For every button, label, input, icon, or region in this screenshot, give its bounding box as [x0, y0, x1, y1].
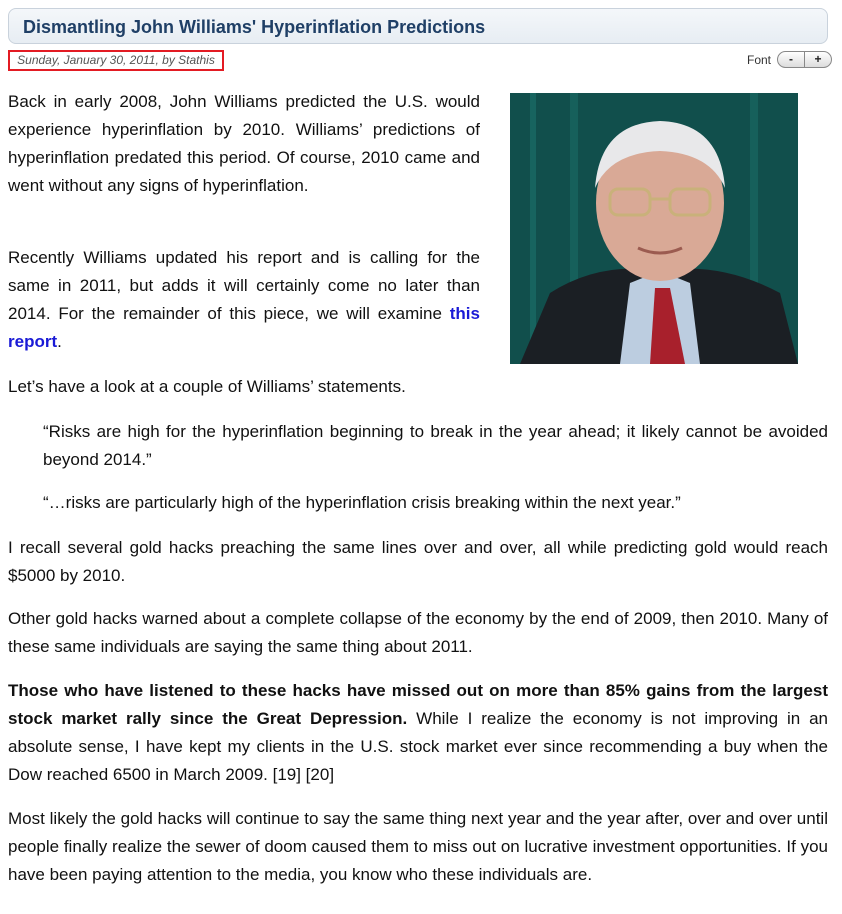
paragraph-intro: Back in early 2008, John Williams predicted the U.S. would experience hyperinflation by 2010. Williams’ predictions of hyperinflation predated this period. Of course, 2010 came and went without any signs of hyperinflation.: [8, 92, 480, 195]
paragraph-update: [8, 244, 480, 356]
article-title: Dismantling John Williams' Hyperinflation Predictions: [23, 17, 486, 37]
article-title-bar: [8, 8, 828, 44]
quote-first: “Risks are high for the hyperinflation beginning to break in the year ahead; it likely cannot be avoided beyond 2014.”: [43, 422, 828, 469]
paragraph-listened-text: While I realize the economy is not improving in an absolute sense, I have kept my clients in the U.S. stock market ever since recommending a buy when the Dow reached 6500 in March 2009. [19] [20]: [8, 709, 828, 784]
paragraph-collapse: Other gold hacks warned about a complete collapse of the economy by the end of 2009, then 2010. Many of these same individuals are saying the same thing about 2011.: [8, 609, 828, 656]
quote-second: “…risks are particularly high of the hyperinflation crisis breaking within the next year.”: [43, 493, 681, 512]
paragraph-gold-hacks: I recall several gold hacks preaching the same lines over and over, all while predicting gold would reach $5000 by 2010.: [8, 538, 828, 585]
font-increase-button[interactable]: +: [804, 52, 831, 67]
portrait-illustration: [510, 93, 798, 364]
font-size-control: [747, 51, 832, 68]
paragraph-update-text: Recently Williams updated his report and is calling for the same in 2011, but adds it will certainly come no later than 2014. For the remainder of this piece, we will examine: [8, 248, 480, 323]
paragraph-conclusion: Most likely the gold hacks will continue to say the same thing next year and the year after, over and over until people finally realize the sewer of doom caused them to miss out on lucrative investment opportunities. If you have been paying attention to the media, you know who these individuals are.: [8, 809, 828, 884]
this-report-link[interactable]: this report: [8, 304, 480, 351]
font-button-group: [777, 51, 832, 68]
font-decrease-button[interactable]: -: [789, 52, 793, 66]
paragraph-listened: [8, 677, 828, 789]
author-photo: [510, 93, 798, 364]
paragraph-statements: Let’s have a look at a couple of Williams’ statements.: [8, 377, 406, 396]
paragraph-update-end: .: [57, 332, 62, 351]
paragraph-listened-bold: Those who have listened to these hacks have missed out on more than 85% gains from the largest stock market rally since the Great Depression.: [8, 681, 828, 728]
font-label: Font: [746, 52, 771, 67]
article-byline: Sunday, January 30, 2011, by Stathis: [8, 50, 224, 71]
